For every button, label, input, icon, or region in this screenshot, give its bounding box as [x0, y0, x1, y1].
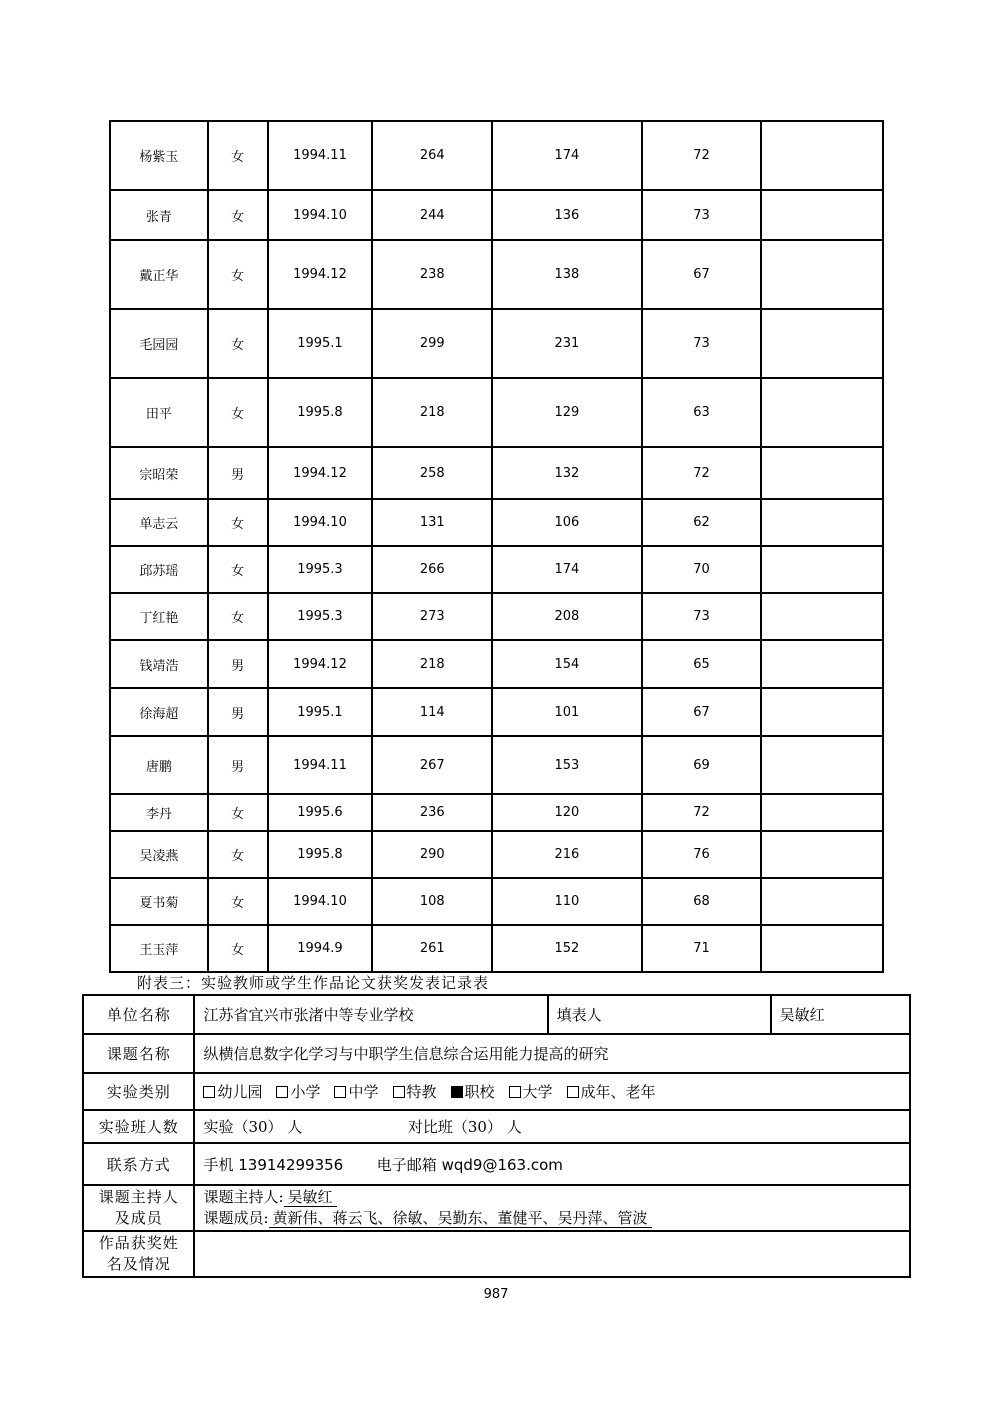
score-col-2: 129	[492, 378, 642, 447]
category-option-label: 特教	[406, 1083, 437, 1101]
table-row	[110, 794, 883, 831]
student-gender: 女	[208, 794, 268, 831]
score-col-2: 174	[492, 546, 642, 593]
category-option[interactable]	[393, 1083, 437, 1101]
form-row-topic	[83, 1034, 910, 1073]
filler-label: 填表人	[548, 995, 771, 1034]
score-col-1: 114	[372, 688, 492, 736]
student-birth: 1995.1	[268, 309, 373, 378]
score-col-2: 174	[492, 121, 642, 190]
score-col-1: 236	[372, 794, 492, 831]
student-name: 田平	[110, 378, 208, 447]
category-option-label: 大学	[522, 1083, 553, 1101]
empty-cell	[761, 240, 883, 309]
empty-cell	[761, 309, 883, 378]
empty-cell	[761, 593, 883, 640]
contact-values	[194, 1143, 910, 1185]
empty-cell	[761, 878, 883, 925]
student-name: 杨紫玉	[110, 121, 208, 190]
table-row	[110, 736, 883, 794]
student-name: 徐海超	[110, 688, 208, 736]
empty-cell	[761, 831, 883, 878]
student-birth: 1995.3	[268, 546, 373, 593]
members-list: 黄新伟、蒋云飞、徐敏、吴勤东、董健平、吴丹萍、管波	[269, 1209, 652, 1228]
table-row	[110, 240, 883, 309]
score-col-3: 70	[642, 546, 762, 593]
student-gender: 女	[208, 925, 268, 972]
student-name: 邱苏瑶	[110, 546, 208, 593]
student-name: 丁红艳	[110, 593, 208, 640]
category-option[interactable]	[509, 1083, 553, 1101]
category-option[interactable]	[567, 1083, 656, 1101]
form-row-members	[83, 1185, 910, 1231]
checkbox-empty-icon[interactable]	[393, 1086, 405, 1098]
score-col-2: 153	[492, 736, 642, 794]
student-birth: 1995.1	[268, 688, 373, 736]
checkbox-empty-icon[interactable]	[509, 1086, 521, 1098]
score-col-2: 208	[492, 593, 642, 640]
student-name: 宗昭荣	[110, 447, 208, 499]
score-col-2: 110	[492, 878, 642, 925]
score-col-1: 264	[372, 121, 492, 190]
page-number: 987	[483, 1287, 509, 1302]
score-col-2: 106	[492, 499, 642, 546]
category-option[interactable]	[203, 1083, 262, 1101]
award-record-form	[82, 994, 911, 1278]
empty-cell	[761, 688, 883, 736]
email-address: wqd9@163.com	[441, 1155, 563, 1174]
awards-value	[194, 1231, 910, 1277]
score-col-1: 238	[372, 240, 492, 309]
student-name: 吴凌燕	[110, 831, 208, 878]
checkbox-empty-icon[interactable]	[334, 1086, 346, 1098]
category-option-label: 职校	[464, 1083, 495, 1101]
score-col-1: 258	[372, 447, 492, 499]
student-gender: 女	[208, 309, 268, 378]
score-col-3: 76	[642, 831, 762, 878]
student-name: 毛园园	[110, 309, 208, 378]
score-col-3: 67	[642, 688, 762, 736]
score-col-1: 290	[372, 831, 492, 878]
table-row	[110, 378, 883, 447]
score-col-2: 132	[492, 447, 642, 499]
table-row	[110, 640, 883, 688]
score-col-1: 266	[372, 546, 492, 593]
email-label: 电子邮箱	[376, 1155, 437, 1174]
score-col-3: 73	[642, 593, 762, 640]
table-row	[110, 593, 883, 640]
category-option[interactable]	[334, 1083, 378, 1101]
score-col-2: 138	[492, 240, 642, 309]
checkbox-empty-icon[interactable]	[203, 1086, 215, 1098]
phone-number: 13914299356	[238, 1155, 344, 1174]
control-class-count: 对比班（30） 人	[407, 1118, 522, 1136]
student-birth: 1994.11	[268, 121, 373, 190]
student-gender: 男	[208, 640, 268, 688]
checkbox-checked-icon[interactable]	[451, 1086, 463, 1098]
form-row-category	[83, 1073, 910, 1110]
table-row	[110, 688, 883, 736]
contact-label: 联系方式	[83, 1143, 194, 1185]
student-name: 夏书菊	[110, 878, 208, 925]
student-gender: 女	[208, 499, 268, 546]
score-col-2: 120	[492, 794, 642, 831]
student-gender: 男	[208, 736, 268, 794]
student-gender: 女	[208, 593, 268, 640]
topic-label: 课题名称	[83, 1034, 194, 1073]
score-col-1: 299	[372, 309, 492, 378]
empty-cell	[761, 499, 883, 546]
table-row	[110, 447, 883, 499]
student-birth: 1994.10	[268, 878, 373, 925]
category-options	[194, 1073, 910, 1110]
topic-value: 纵横信息数字化学习与中职学生信息综合运用能力提高的研究	[194, 1034, 910, 1073]
members-prefix: 课题成员:	[203, 1209, 269, 1227]
phone-label: 手机	[203, 1155, 234, 1174]
empty-cell	[761, 925, 883, 972]
score-col-1: 273	[372, 593, 492, 640]
score-col-2: 152	[492, 925, 642, 972]
category-option-label: 小学	[290, 1083, 321, 1101]
form-row-class-size	[83, 1110, 910, 1143]
category-option[interactable]	[276, 1083, 320, 1101]
host-prefix: 课题主持人:	[203, 1188, 284, 1206]
score-col-3: 69	[642, 736, 762, 794]
empty-cell	[761, 378, 883, 447]
empty-cell	[761, 121, 883, 190]
score-col-1: 244	[372, 190, 492, 240]
form-row-unit	[83, 995, 910, 1034]
student-name: 唐鹏	[110, 736, 208, 794]
score-col-3: 73	[642, 190, 762, 240]
score-col-2: 136	[492, 190, 642, 240]
student-birth: 1995.8	[268, 378, 373, 447]
awards-label: 作品获奖姓 名及情况	[83, 1231, 194, 1277]
checkbox-empty-icon[interactable]	[276, 1086, 288, 1098]
score-col-2: 154	[492, 640, 642, 688]
filler-value: 吴敏红	[771, 995, 910, 1034]
student-gender: 女	[208, 240, 268, 309]
score-col-1: 267	[372, 736, 492, 794]
category-option-label: 中学	[348, 1083, 379, 1101]
student-gender: 女	[208, 831, 268, 878]
score-col-3: 71	[642, 925, 762, 972]
table-row	[110, 878, 883, 925]
score-col-2: 101	[492, 688, 642, 736]
student-gender: 男	[208, 688, 268, 736]
student-birth: 1994.11	[268, 736, 373, 794]
student-name: 张青	[110, 190, 208, 240]
host-members-label: 课题主持人 及成员	[83, 1185, 194, 1231]
student-name: 王玉萍	[110, 925, 208, 972]
table-row	[110, 121, 883, 190]
table-row	[110, 499, 883, 546]
student-birth: 1995.6	[268, 794, 373, 831]
form-row-contact	[83, 1143, 910, 1185]
student-name: 李丹	[110, 794, 208, 831]
category-label: 实验类别	[83, 1073, 194, 1110]
student-gender: 女	[208, 190, 268, 240]
score-col-1: 218	[372, 640, 492, 688]
score-col-1: 261	[372, 925, 492, 972]
table-row	[110, 546, 883, 593]
empty-cell	[761, 546, 883, 593]
student-birth: 1994.10	[268, 499, 373, 546]
score-col-1: 131	[372, 499, 492, 546]
student-birth: 1995.3	[268, 593, 373, 640]
category-option[interactable]	[451, 1083, 495, 1101]
student-birth: 1994.9	[268, 925, 373, 972]
host-name: 吴敏红	[284, 1188, 337, 1207]
student-name: 单志云	[110, 499, 208, 546]
unit-value: 江苏省宜兴市张渚中等专业学校	[194, 995, 547, 1034]
checkbox-empty-icon[interactable]	[567, 1086, 579, 1098]
score-col-3: 63	[642, 378, 762, 447]
student-gender: 女	[208, 878, 268, 925]
score-col-3: 72	[642, 121, 762, 190]
empty-cell	[761, 736, 883, 794]
table-row	[110, 925, 883, 972]
student-gender: 女	[208, 378, 268, 447]
class-size-label: 实验班人数	[83, 1110, 194, 1143]
student-name: 钱靖浩	[110, 640, 208, 688]
student-birth: 1995.8	[268, 831, 373, 878]
student-birth: 1994.10	[268, 190, 373, 240]
student-gender: 女	[208, 546, 268, 593]
empty-cell	[761, 794, 883, 831]
student-gender: 女	[208, 121, 268, 190]
form-row-awards	[83, 1231, 910, 1277]
unit-label: 单位名称	[83, 995, 194, 1034]
table-row	[110, 309, 883, 378]
host-members-values	[194, 1185, 910, 1231]
student-birth: 1994.12	[268, 240, 373, 309]
empty-cell	[761, 447, 883, 499]
score-col-3: 68	[642, 878, 762, 925]
student-birth: 1994.12	[268, 640, 373, 688]
table-row	[110, 190, 883, 240]
score-col-3: 62	[642, 499, 762, 546]
score-col-3: 72	[642, 794, 762, 831]
score-col-1: 108	[372, 878, 492, 925]
category-option-label: 成年、老年	[580, 1083, 656, 1101]
score-col-3: 65	[642, 640, 762, 688]
category-option-label: 幼儿园	[217, 1083, 263, 1101]
score-col-3: 72	[642, 447, 762, 499]
score-col-1: 218	[372, 378, 492, 447]
experiment-class-count: 实验（30） 人	[203, 1118, 303, 1136]
student-name: 戴正华	[110, 240, 208, 309]
appendix-caption: 附表三：实验教师或学生作品论文获奖发表记录表	[137, 974, 490, 992]
score-col-3: 73	[642, 309, 762, 378]
table-row	[110, 831, 883, 878]
score-col-2: 216	[492, 831, 642, 878]
student-gender: 男	[208, 447, 268, 499]
student-birth: 1994.12	[268, 447, 373, 499]
score-col-2: 231	[492, 309, 642, 378]
class-size-values	[194, 1110, 910, 1143]
empty-cell	[761, 640, 883, 688]
student-scores-table	[109, 120, 884, 973]
empty-cell	[761, 190, 883, 240]
score-col-3: 67	[642, 240, 762, 309]
